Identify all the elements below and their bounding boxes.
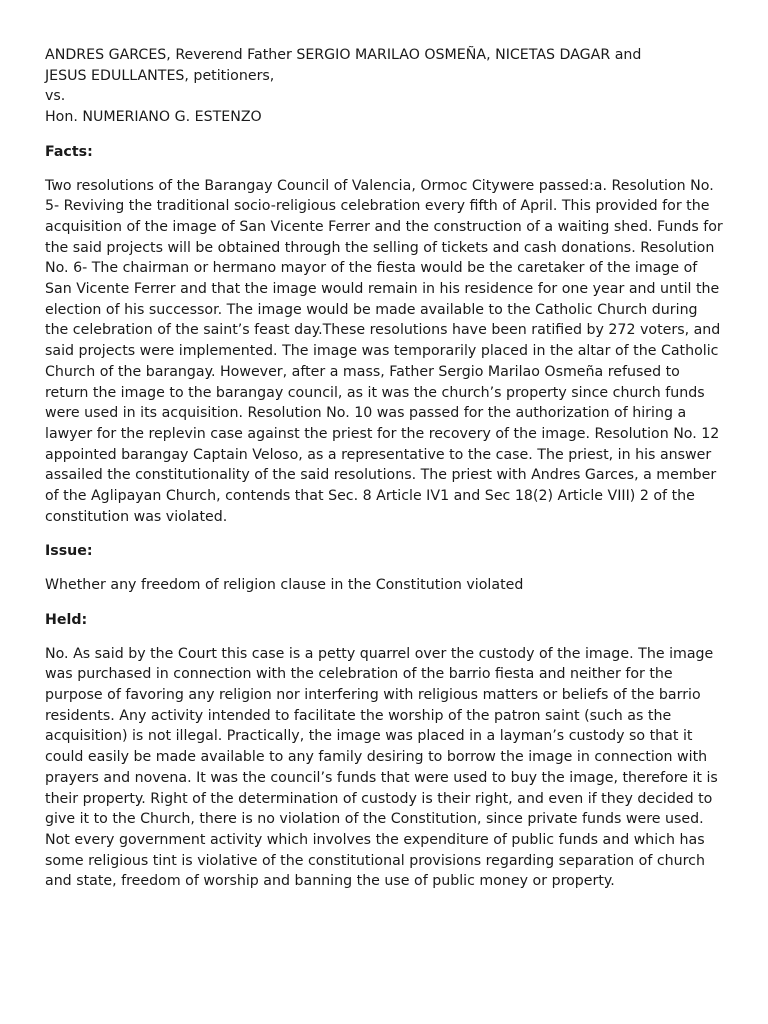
held-section [45, 610, 725, 892]
facts-heading: Facts: [45, 143, 93, 160]
facts-paragraph: Two resolutions of the Barangay Council of Valencia, Ormoc Citywere passed:a. Resolution No. 5- Reviving the traditional socio-religious celebration every fifth of April. This provided for the acquisition of the image of San Vicente Ferrer and the construction of a waiting shed. Funds for the said projects will be obtained through the selling of tickets and cash donations. Resolution No. 6- The chairman or hermano mayor of the fiesta would be the caretaker of the image of San Vicente Ferrer and that the image would remain in his residence for one year and until the election of his successor. The image would be made available to the Catholic Church during the celebration of the saint’s feast day.These resolutions have been ratified by 272 voters, and said projects were implemented. The image was temporarily placed in the altar of the Catholic Church of the barangay. However, after a mass, Father Sergio Marilao Osmeña refused to return the image to the barangay council, as it was the church’s property since church funds were used in its acquisition. Resolution No. 10 was passed for the authorization of hiring a lawyer for the replevin case against the priest for the recovery of the image. Resolution No. 12 appointed barangay Captain Veloso, as a representative to the case. The priest, in his answer assailed the constitutionality of the said resolutions. The priest with Andres Garces, a member of the Aglipayan Church, contends that Sec. 8 Article IV1 and Sec 18(2) Article VIII) 2 of the constitution was violated. [45, 177, 723, 525]
petitioners-line-2: JESUS EDULLANTES, petitioners, [45, 67, 275, 84]
petitioners-line-1: ANDRES GARCES, Reverend Father SERGIO MARILAO OSMEÑA, NICETAS DAGAR and [45, 47, 642, 63]
facts-section [45, 142, 725, 528]
issue-paragraph: Whether any freedom of religion clause in the Constitution violated [45, 577, 524, 594]
held-paragraph: No. As said by the Court this case is a petty quarrel over the custody of the image. The image was purchased in connection with the celebration of the barrio fiesta and neither for the purpose of favoring any religion nor interfering with religious matters or beliefs of the barrio residents. Any activity intended to facilitate the worship of the patron saint (such as the acquisition) is not illegal. Practically, the image was placed in a layman’s custody so that it could easily be made available to any family desiring to borrow the image in connection with prayers and novena. It was the council’s funds that were used to buy the image, therefore it is their property. Right of the determination of custody is their right, and even if they decided to give it to the Church, there is no violation of the Constitution, since private funds were used. Not every government activity which involves the expenditure of public funds and which has some religious tint is violative of the constitutional provisions regarding separation of church and state, freedom of worship and banning the use of public money or property. [45, 645, 718, 890]
issue-section [45, 541, 725, 595]
held-heading: Held: [45, 611, 88, 628]
respondent-line: Hon. NUMERIANO G. ESTENZO [45, 109, 262, 126]
document-page [45, 45, 725, 892]
case-caption [45, 45, 725, 128]
issue-heading: Issue: [45, 543, 93, 560]
versus-text: vs. [45, 88, 66, 105]
